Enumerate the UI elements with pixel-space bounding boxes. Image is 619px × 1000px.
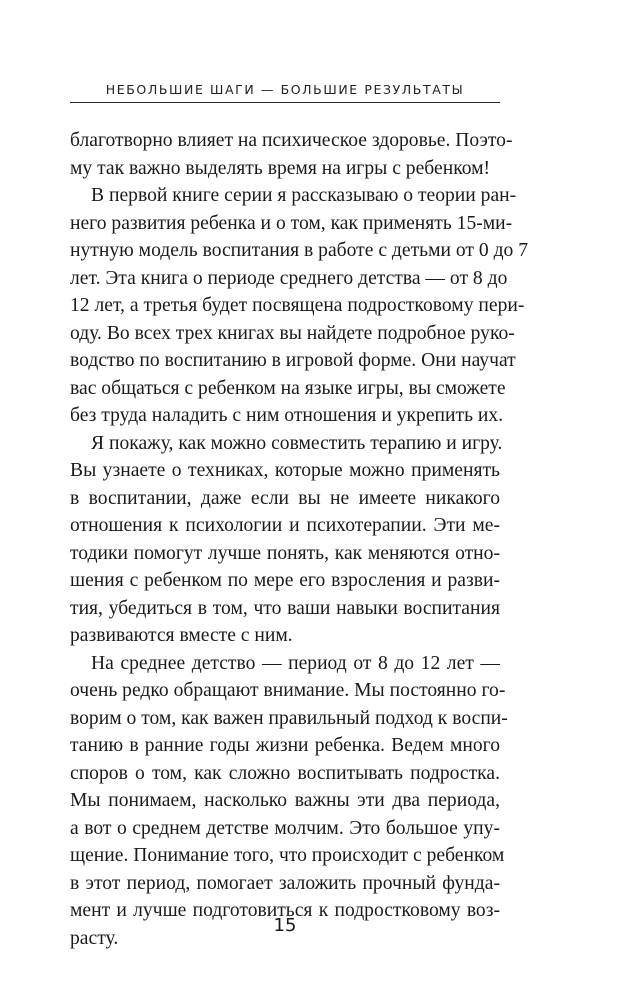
text-line: развиваются вместе с ним. bbox=[70, 625, 293, 646]
text-line: Вы узнаете о техниках, которые можно применять bbox=[70, 460, 500, 481]
text-line: а вот о среднем детстве молчим. Это большое упу- bbox=[70, 817, 500, 839]
text-line: щение. Понимание того, что происходит с ребенком bbox=[70, 845, 505, 866]
text-line: оду. Во всех трех книгах вы найдете подробное руко- bbox=[70, 322, 515, 344]
text-line: Я покажу, как можно совместить терапию и игру. bbox=[91, 432, 503, 454]
text-line: очень редко обращают внимание. Мы постоянно го- bbox=[70, 680, 506, 701]
text-line: вас общаться с ребенком на языке игры, вы сможете bbox=[70, 377, 506, 399]
text-line: в этот период, помогает заложить прочный фунда- bbox=[70, 872, 500, 894]
text-line: ворим о том, как важен правильный подход к воспи- bbox=[70, 707, 508, 729]
text-line: тодики помогут лучше понять, как меняются отно- bbox=[70, 542, 500, 564]
text-line: расту. bbox=[70, 927, 119, 949]
text-line: нутную модель воспитания в работе с детьми от 0 до 7 bbox=[70, 240, 529, 261]
text-line: шения с ребенком по мере его взросления и разви- bbox=[70, 570, 500, 591]
text-line: тия, убедиться в том, что ваши навыки воспитания bbox=[70, 597, 500, 619]
header-rule bbox=[70, 102, 500, 103]
text-line: танию в ранние годы жизни ребенка. Ведем много bbox=[70, 735, 500, 756]
text-line: отношения к психологии и психотерапии. Эти ме- bbox=[70, 515, 500, 536]
page-number: 15 bbox=[273, 915, 297, 936]
text-line: 12 лет, а третья будет посвящена подростковому пери- bbox=[70, 295, 525, 316]
text-line: му так важно выделять время на игры с ребенком! bbox=[70, 157, 491, 179]
text-line: На среднее детство — период от 8 до 12 лет — bbox=[91, 652, 500, 674]
text-line: в воспитании, даже если вы не имеете никакого bbox=[70, 487, 500, 509]
text-line: Мы понимаем, насколько важны эти два периода, bbox=[70, 790, 500, 811]
text-line: благотворно влияет на психическое здоровье. Поэто- bbox=[70, 130, 513, 151]
text-line: без труда наладить с ним отношения и укрепить их. bbox=[70, 405, 504, 426]
text-line: В первой книге серии я рассказываю о теории ран- bbox=[91, 185, 517, 206]
running-head: НЕБОЛЬШИЕ ШАГИ — БОЛЬШИЕ РЕЗУЛЬТАТЫ bbox=[105, 82, 465, 97]
text-line: него развития ребенка и о том, как применять 15-ми- bbox=[70, 212, 513, 234]
text-line: водство по воспитанию в игровой форме. Они научат bbox=[70, 350, 516, 371]
text-line: споров о том, как сложно воспитывать подростка. bbox=[70, 762, 500, 784]
text-line: лет. Эта книга о периоде среднего детства — от 8 до bbox=[70, 267, 508, 289]
body-text bbox=[70, 127, 529, 952]
text-line: мент и лучше подготовиться к подростковому воз- bbox=[70, 900, 500, 921]
